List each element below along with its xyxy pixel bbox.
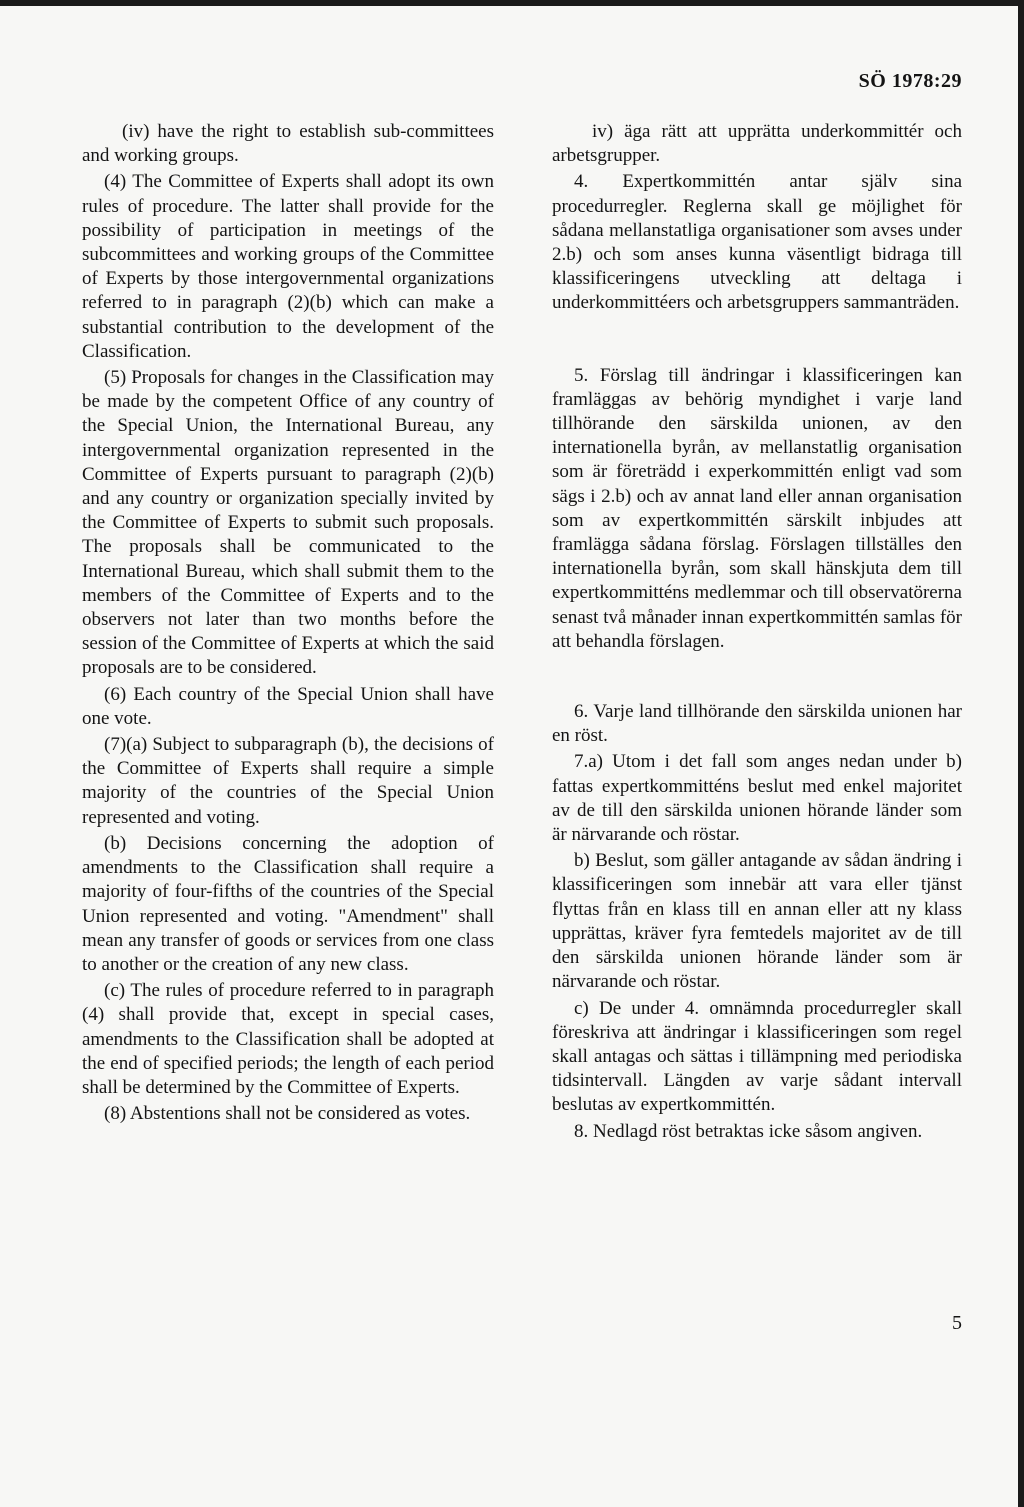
swedish-column <box>552 120 962 1144</box>
en-paragraph-iv: (iv) have the right to establish sub-committees and working groups. <box>82 121 494 167</box>
sv-paragraph-7c: c) De under 4. omnämnda procedurregler skall föreskriva att ändringar i klassificeringen som regel skall antagas och sättas i tillämpning med periodiska tidsintervall. Längden av varje sådant intervall beslutas av expertkommittén. <box>552 997 962 1116</box>
en-paragraph-5: (5) Proposals for changes in the Classification may be made by the competent Office of any country of the Special Union, the International Bureau, any intergovernmental organization represented in the Committee of Experts pursuant to paragraph (2)(b) and any country or organization specially invited by the Committee of Experts to submit such proposals. The proposals shall be communicated to the International Bureau, which shall submit them to the members of the Committee of Experts and to the observers not later than two months before the session of the Committee of Experts at which the said proposals are to be considered. <box>82 367 494 679</box>
en-paragraph-4: (4) The Committee of Experts shall adopt its own rules of procedure. The latter shall provide for the possibility of participation in meetings of the subcommittees and working groups of the Committee of Experts by those intergovernmental organizations referred to in paragraph (2)(b) which can make a substantial contribution to the development of the Classification. <box>82 171 494 362</box>
document-reference: SÖ 1978:29 <box>858 70 962 92</box>
en-paragraph-8: (8) Abstentions shall not be considered as votes. <box>104 1103 471 1125</box>
sv-paragraph-8: 8. Nedlagd röst betraktas icke såsom angiven. <box>574 1120 923 1142</box>
en-paragraph-7b: (b) Decisions concerning the adoption of amendments to the Classification shall require a majority of four-fifths of the countries of the Special Union represented and voting. "Amendment" shall mean any transfer of goods or services from one class to another or the creation of any new class. <box>82 832 494 975</box>
sv-paragraph-iv: iv) äga rätt att upprätta underkommittér och arbetsgrupper. <box>552 121 962 167</box>
page-number: 5 <box>952 1312 962 1334</box>
english-column <box>82 120 494 1126</box>
sv-paragraph-4: 4. Expertkommittén antar själv sina procedurregler. Reglerna skall ge möjlighet för sådana mellanstatliga organisationer som avses under 2.b) och som anses kunna väsentligt bidraga till klassificeringens utveckling att deltaga i underkommittéers och arbetsgruppers sammanträden. <box>552 171 962 314</box>
en-paragraph-6: (6) Each country of the Special Union shall have one vote. <box>82 683 494 729</box>
en-paragraph-7c: (c) The rules of procedure referred to in paragraph (4) shall provide that, except in special cases, amendments to the Classification shall be adopted at the end of specified periods; the length of each period shall be determined by the Committee of Experts. <box>82 980 494 1098</box>
sv-paragraph-7a: 7.a) Utom i det fall som anges nedan under b) fattas expertkommitténs beslut med enkel majoritet av de till den särskilda unionen hörande länder som är närvarande och röstar. <box>552 751 962 846</box>
sv-paragraph-6: 6. Varje land tillhörande den särskilda unionen har en röst. <box>552 701 962 747</box>
sv-paragraph-5: 5. Förslag till ändringar i klassificeringen kan framläggas av behörig myndighet i varje land tillhörande den särskilda unionen, av den internationella byrån, av mellanstatlig organisation som är företrädd i experkommittén enligt vad som sägs i 2.b) och av annat land eller annan organisation som av expertkommittén särskilt inbjudes att framlägga sådana förslag. Förslagen tillställes den internationella byrån, som skall hänskjuta dem till expertkommitténs medlemmar och till observatörerna senast två månader innan expertkommittén samlas för att behandla förslagen. <box>552 364 962 652</box>
en-paragraph-7a: (7)(a) Subject to subparagraph (b), the decisions of the Committee of Experts shall require a simple majority of the countries of the Special Union represented and voting. <box>82 734 494 828</box>
sv-paragraph-7b: b) Beslut, som gäller antagande av sådan ändring i klassificeringen som innebär att vara eller tjänst flyttas från en klass till en annan eller att ny klass upprättas, kräver fyra femtedels majoritet av de till den särskilda unionen hörande länder som är närvarande och röstar. <box>552 850 962 993</box>
